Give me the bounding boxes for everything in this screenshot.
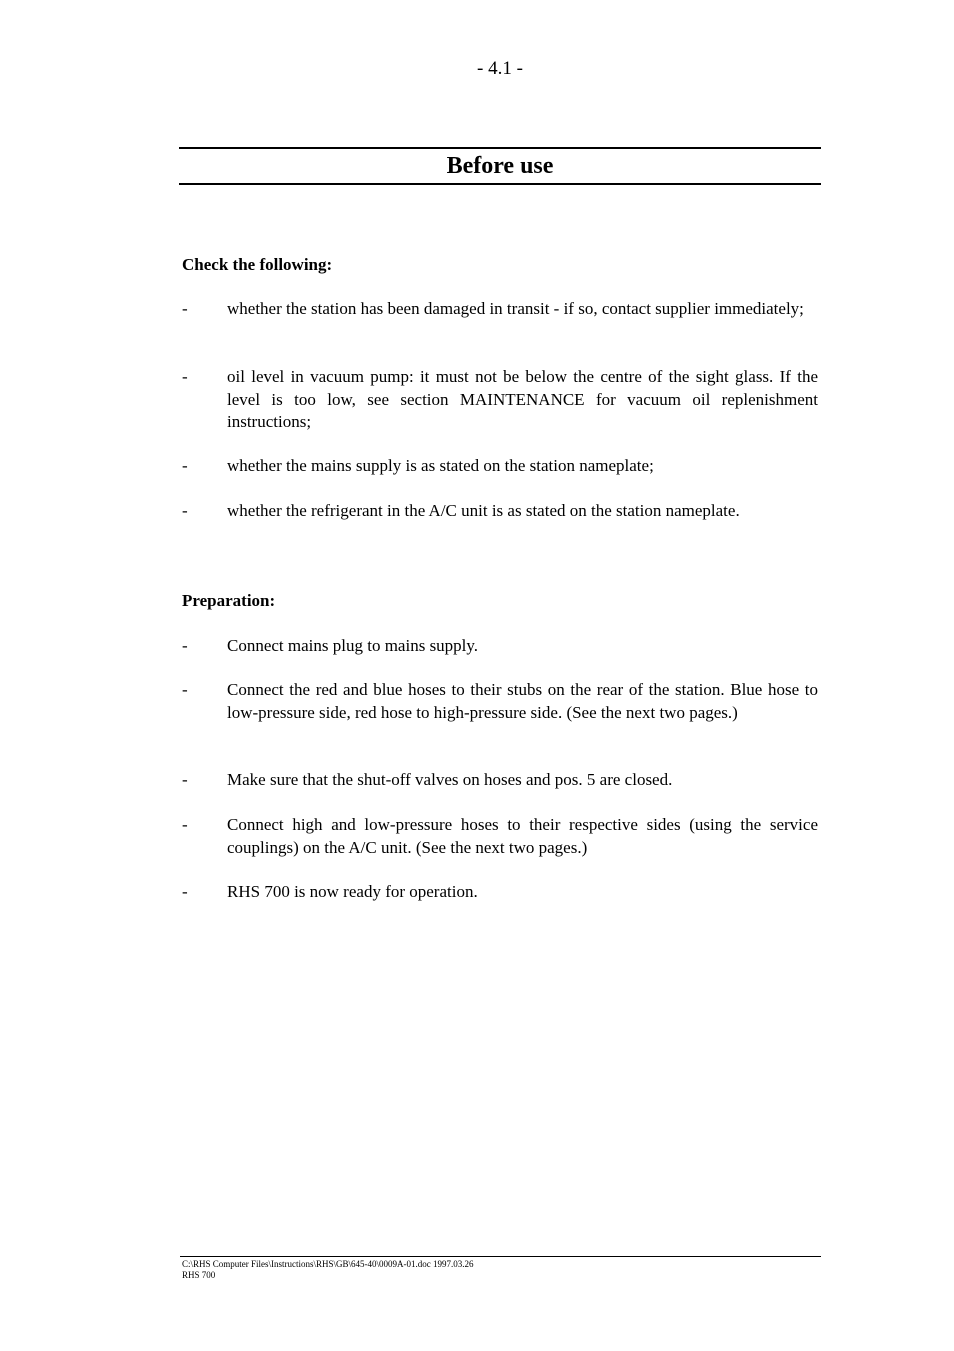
list-dash: - (182, 501, 188, 520)
check-item (182, 500, 818, 523)
preparation-item (182, 635, 818, 658)
check-item-text: whether the station has been damaged in transit - if so, contact supplier immediately; (227, 299, 804, 318)
list-dash: - (182, 815, 188, 834)
check-item (182, 298, 818, 321)
list-dash: - (182, 367, 188, 386)
check-heading: Check the following: (182, 255, 333, 274)
page-number: - 4.1 - (477, 58, 523, 79)
footer-model: RHS 700 (182, 1270, 216, 1280)
preparation-item-text: Connect mains plug to mains supply. (227, 636, 479, 655)
preparation-item (182, 881, 818, 904)
preparation-item-text: RHS 700 is now ready for operation. (227, 882, 478, 901)
preparation-item (182, 679, 818, 724)
check-item-text: whether the refrigerant in the A/C unit is as stated on the station nameplate. (227, 501, 740, 520)
footer-rule (180, 1256, 821, 1257)
page-title: Before use (446, 153, 554, 179)
check-item-text: whether the mains supply is as stated on the station nameplate; (227, 456, 654, 475)
list-dash: - (182, 882, 188, 901)
preparation-item-text: Connect high and low-pressure hoses to their respective sides (using the service couplings) on the A/C unit. (See the next two pages.) (227, 815, 818, 857)
preparation-item-text: Connect the red and blue hoses to their stubs on the rear of the station. Blue hose to low-pressure side, red hose to high-pressure side. (See the next two pages.) (227, 680, 818, 722)
check-item-text: oil level in vacuum pump: it must not be below the centre of the sight glass. If the level is too low, see section MAINTENANCE for vacuum oil replenishment instructions; (227, 367, 818, 431)
list-dash: - (182, 680, 188, 699)
check-item (182, 455, 818, 478)
list-dash: - (182, 299, 188, 318)
check-item (182, 366, 818, 434)
list-dash: - (182, 456, 188, 475)
title-top-rule (179, 147, 821, 149)
list-dash: - (182, 636, 188, 655)
preparation-heading: Preparation: (182, 591, 276, 610)
preparation-item (182, 814, 818, 859)
title-bottom-rule (179, 183, 821, 185)
footer-file-path: C:\RHS Computer Files\Instructions\RHS\GB\645-40\0009A-01.doc 1997.03.26 (182, 1259, 474, 1269)
preparation-item (182, 769, 818, 792)
list-dash: - (182, 770, 188, 789)
preparation-item-text: Make sure that the shut-off valves on hoses and pos. 5 are closed. (227, 770, 673, 789)
